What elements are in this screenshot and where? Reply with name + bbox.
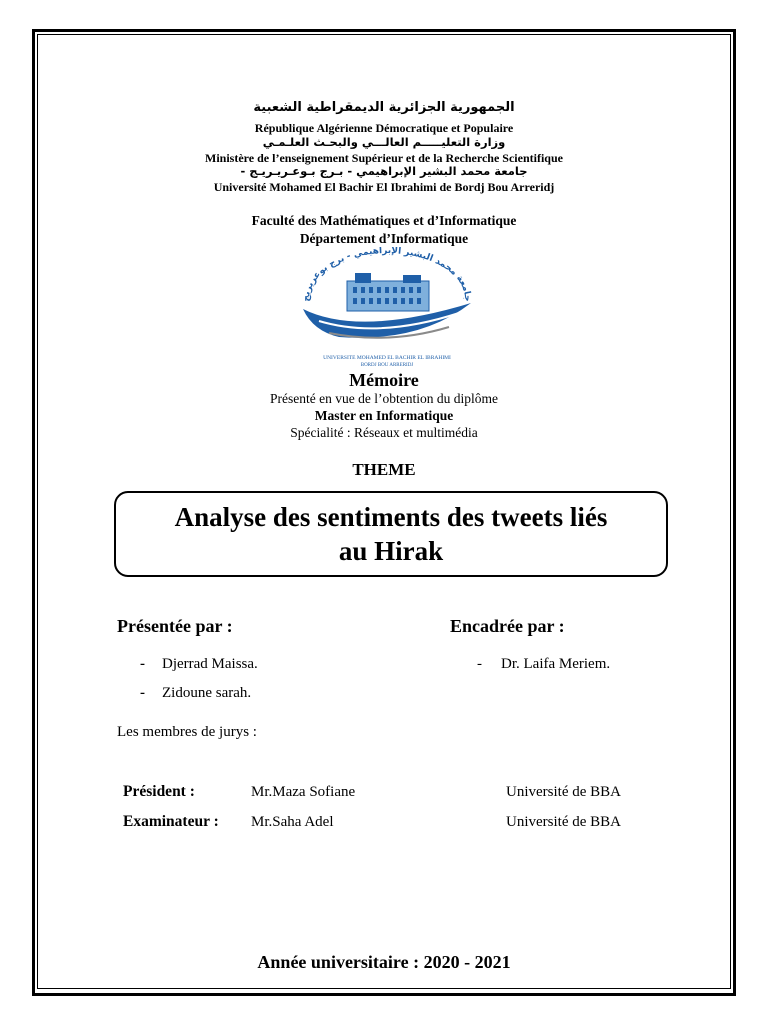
supervisor-name: Dr. Laifa Meriem.	[501, 656, 611, 672]
arabic-university-line: جامعة محمد البشير الإبراهيمي - بـرج بـوعـريـريـج -	[240, 164, 528, 178]
arabic-republic-line: الجمهورية الجزائرية الديمقراطية الشعبية	[253, 100, 515, 115]
thesis-title	[114, 500, 668, 568]
jury-name: Mr.Maza Sofiane	[251, 784, 356, 800]
jury-institution: Université de BBA	[506, 814, 621, 830]
jury-role: Examinateur :	[123, 813, 219, 830]
degree-line: Master en Informatique	[314, 408, 454, 423]
jury-name: Mr.Saha Adel	[251, 814, 334, 830]
theme-label: THEME	[352, 460, 416, 479]
supervised-by-label: Encadrée par :	[450, 616, 565, 636]
logo-arabic-arc-text: جامعة محمد البشير الإبراهيمي - برج بوعريريج	[301, 247, 473, 302]
presented-by-label: Présentée par :	[117, 616, 233, 636]
university-logo	[299, 247, 475, 369]
academic-year: Année universitaire : 2020 - 2021	[257, 952, 511, 972]
republic-line: République Algérienne Démocratique et Populaire	[254, 121, 514, 135]
university-logo-graphic	[299, 247, 475, 369]
student-name: Zidoune sarah.	[162, 685, 252, 701]
specialty-line: Spécialité : Réseaux et multimédia	[290, 425, 478, 440]
logo-caption-line1: UNIVERSITE MOHAMED EL BACHIR EL IBRAHIMI	[323, 355, 451, 361]
logo-caption-line2: BORDJ BOU ARRERIDJ	[360, 363, 414, 368]
jury-institution: Université de BBA	[506, 784, 621, 800]
department-line: Département d’Informatique	[299, 231, 469, 246]
jury-role: Président :	[123, 783, 195, 800]
student-name: Djerrad Maissa.	[162, 656, 258, 672]
university-line: Université Mohamed El Bachir El Ibrahimi de Bordj Bou Arreridj	[213, 180, 555, 194]
student-bullet: -	[140, 685, 145, 701]
arabic-ministry-line: وزارة التعليـــــم العالـــي والبحـث العلـمـي	[262, 135, 506, 149]
supervisor-bullet: -	[477, 656, 482, 672]
thesis-title-line2: au Hirak	[338, 536, 444, 566]
jury-intro: Les membres de jurys :	[117, 724, 257, 740]
presented-for-line: Présenté en vue de l’obtention du diplôme	[270, 391, 498, 406]
memoire-title: Mémoire	[349, 370, 419, 390]
student-bullet: -	[140, 656, 145, 672]
ministry-line: Ministère de l’enseignement Supérieur et de la Recherche Scientifique	[205, 151, 563, 165]
faculty-line: Faculté des Mathématiques et d’Informatique	[251, 213, 517, 228]
thesis-title-line1: Analyse des sentiments des tweets liés	[174, 502, 608, 532]
